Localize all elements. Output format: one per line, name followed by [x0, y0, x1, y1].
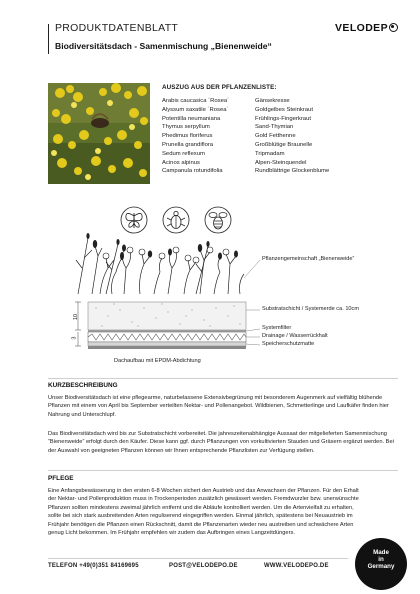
plant-community-label: Pflanzengemeinschaft „Bienenweide“	[262, 256, 355, 262]
divider	[48, 558, 348, 559]
short-description-p1: Unser Biodiversitätsdach ist eine pflegearme, naturbelassene Extensivbegrünung mit besonderem Augenmerk auf vielfältig blühende Pflanzen mit einem von April bis September verteilten Nektar- und Pollenangebot. Wildbienen, Schmetterlinge und Laufkäfer finden hier Nahrung und Unterschlupf.	[48, 395, 389, 418]
plant-german-name: Rundblättrige Glockenblume	[255, 168, 330, 175]
plant-row	[162, 106, 398, 115]
document-type: PRODUKTDATENBLATT	[55, 22, 179, 34]
badge-line2: in	[378, 556, 384, 563]
plant-latin-name: Campanula rotundifolia	[162, 168, 223, 175]
footer-email[interactable]: POST@VELODEPO.DE	[169, 563, 238, 569]
logo-text: VELODEP	[335, 22, 388, 34]
plant-german-name: Großblütige Braunelle	[255, 141, 313, 148]
care-title: PFLEGE	[48, 475, 74, 482]
flower-photo	[48, 83, 150, 184]
logo-o-icon	[389, 23, 398, 32]
roof-buildup-label: Dachaufbau mit EPDM-Abdichtung	[114, 358, 201, 364]
plant-row	[162, 132, 398, 141]
short-description-title: KURZBESCHREIBUNG	[48, 382, 118, 389]
header	[48, 22, 398, 56]
plant-latin-name: Sedum reflexum	[162, 150, 205, 157]
plant-latin-name: Arabis caucasica ´Rosea´	[162, 98, 230, 104]
plant-latin-name: Thymus serpyllum	[162, 124, 210, 131]
badge-line1: Made	[373, 549, 389, 556]
plant-german-name: Alpen-Steinquendel	[255, 159, 307, 166]
dimension-drainage: 3	[71, 336, 78, 340]
plant-sketch	[76, 238, 244, 294]
plant-latin-name: Potentilla neumaniana	[162, 115, 221, 122]
plant-german-name: Frühlings-Fingerkraut	[255, 115, 311, 122]
plant-list	[162, 97, 398, 176]
plant-german-name: Gold Fetthenne	[255, 133, 296, 140]
storage-mat-label: Speicherschutzmatte	[262, 341, 315, 347]
plant-row	[162, 115, 398, 124]
made-in-germany-badge	[355, 538, 407, 590]
footer-phone[interactable]: TELEFON +49(0)351 84169695	[48, 563, 139, 569]
plant-latin-name: Alyssum saxatile ´Rosea´	[162, 106, 229, 113]
plant-row	[162, 159, 398, 168]
divider	[48, 378, 398, 379]
drainage-label: Drainage / Wasserrückhalt	[262, 333, 328, 339]
care-text: Eine Anfangsbewässerung in den ersten 6-8 Wochen sichert den Austrieb und das Anwachsen der Pflanzen. Für den Erhalt der Nektar- und Pollenproduktion muss in Trockenperioden zusätzlich gewässert werden. Fremdwurzler bzw. unerwünschte Pflanzen sollten mindestens zweimal jährlich entfernt und die Abläufe kontrolliert werden. Um die Artenvielfalt zu erhalten, sollte bei sich stark ausbreitenden Arten reguliserend eingegriffen werden. Einmal jährlich, spätestens bei Neuaustrieb im Frühjahr benötigen die Pflanzen einen Rückschnitt, damit die Pflanzenarten wieder neu austreiben und schwächere Arten genug Licht bekommen. Im Frühjahr empfehlen wir zudem das Aufbringen eines Langzeitdüngers.	[48, 488, 359, 537]
filter-label: Systemfilter	[262, 325, 292, 331]
substrate-label: Substratschicht / Systemerde ca. 10cm	[262, 306, 359, 312]
roof-diagram	[48, 198, 398, 370]
plant-german-name: Sand-Thymian	[255, 124, 294, 131]
divider	[48, 470, 398, 471]
plant-latin-name: Phedimus floriferus	[162, 133, 213, 140]
plant-row	[162, 150, 398, 159]
plant-row	[162, 141, 398, 150]
plant-german-name: Goldgelbes Steinkraut	[255, 106, 313, 113]
beetle-icon	[163, 207, 189, 233]
plant-row	[162, 97, 398, 106]
short-description-p2: Das Biodiversitätsdach wird bis zur Substratschicht vorbereitet. Die jahreszeitenabhängige Aussaat der mitgelieferten Samenmischung “Bienenweide” erfolgt durch den Käufer. Diese kann ggf. durch Pflanzungen von vorkultivierten Stauden und Gräsern ergänzt werden. Bei der Auswahl von geeigneten Pflanzen können wir Ihnen entsprechende Pflanzlisten zur Verfügung stellen.	[48, 431, 394, 454]
plant-latin-name: Prunella grandiflora	[162, 141, 214, 148]
butterfly-icon	[121, 207, 147, 233]
plant-row	[162, 167, 398, 176]
page-title: Biodiversitätsdach - Samenmischung „Bienenweide“	[55, 41, 272, 51]
footer-website[interactable]: WWW.VELODEPO.DE	[264, 563, 329, 569]
plant-german-name: Tripmadam	[255, 150, 285, 157]
velodepo-logo	[335, 22, 398, 34]
header-divider	[48, 24, 49, 54]
plant-german-name: Gänsekresse	[255, 98, 290, 104]
badge-line3: Germany	[367, 563, 395, 570]
bee-icon	[205, 207, 231, 233]
plant-list-heading: AUSZUG AUS DER PFLANZENLISTE:	[162, 84, 277, 91]
dimension-substrate: 10	[73, 313, 80, 321]
plant-row	[162, 123, 398, 132]
plant-latin-name: Acinos alpinus	[162, 159, 200, 166]
